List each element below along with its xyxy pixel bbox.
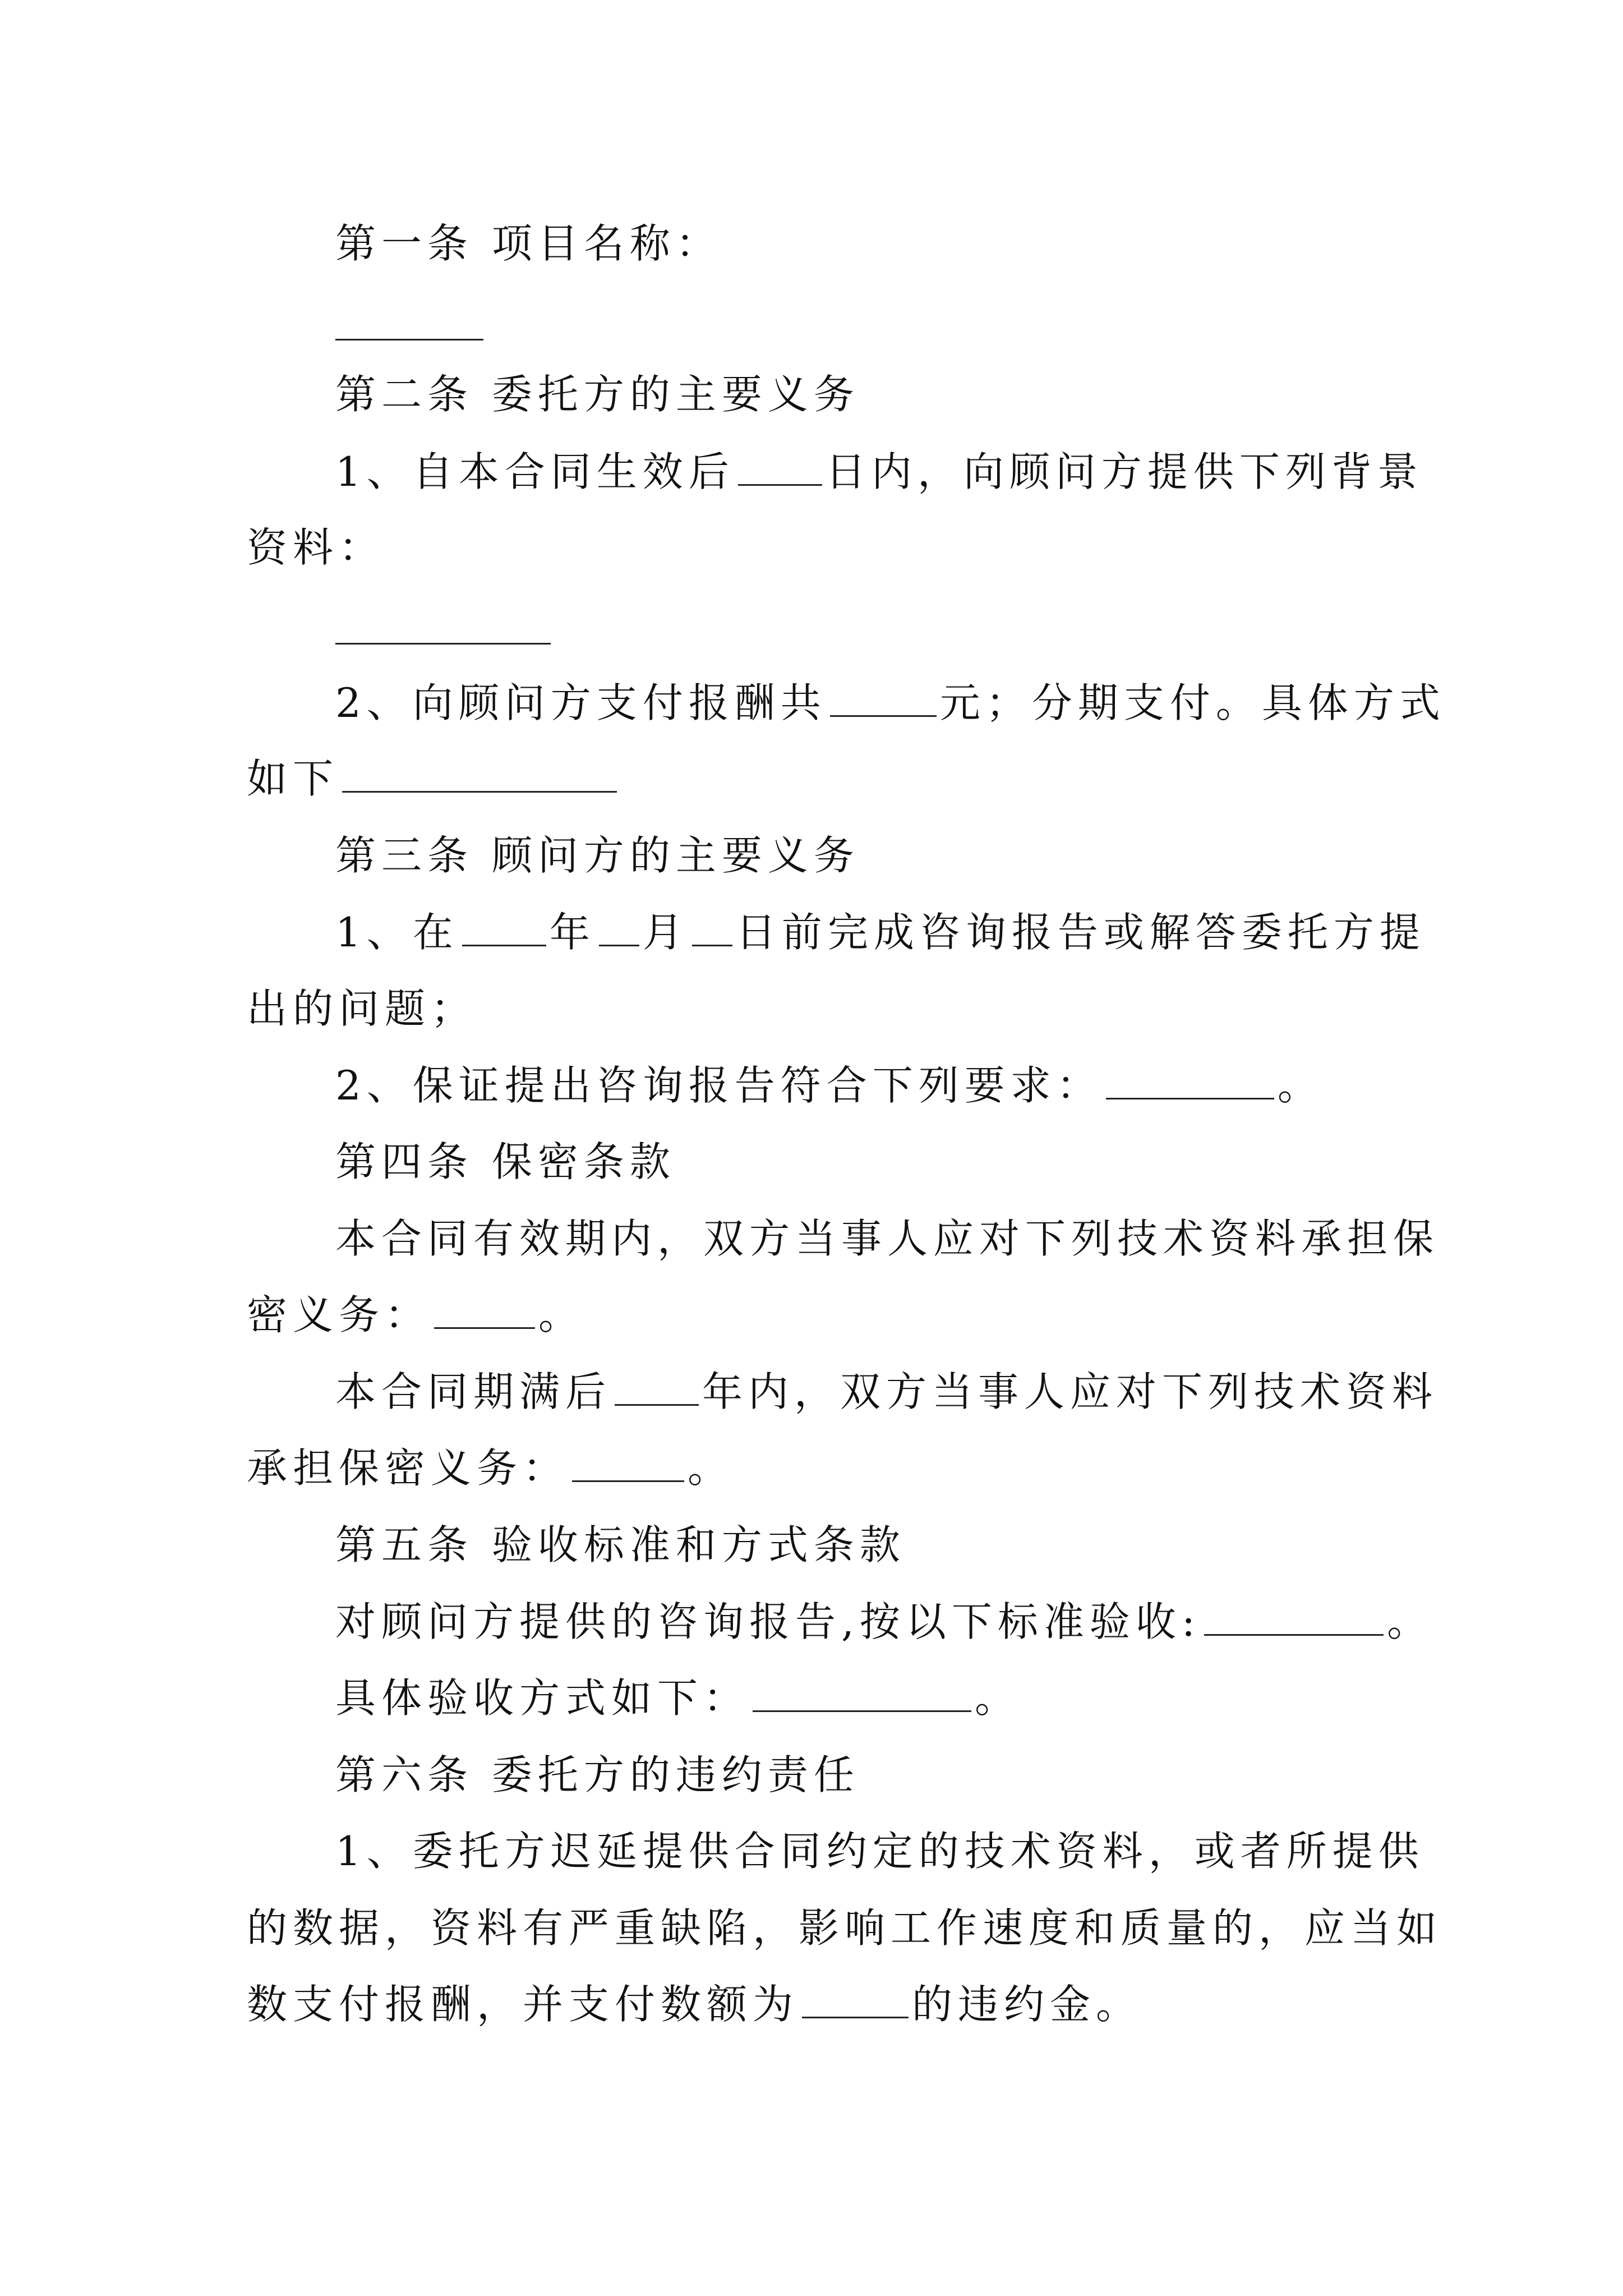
month-blank bbox=[599, 907, 639, 946]
acceptance-standard-blank bbox=[1204, 1596, 1384, 1636]
background-materials-blank bbox=[335, 643, 551, 645]
article-5-item-2: 具体验收方式如下： 。 bbox=[335, 1671, 1021, 1725]
acceptance-method-blank bbox=[753, 1672, 971, 1712]
article-6-item-1-line-2: 的数据，资料有严重缺陷，影响工作速度和质量的，应当如 bbox=[247, 1904, 1443, 1952]
article-1-heading: 第一条 项目名称： bbox=[335, 220, 722, 267]
article-3-heading: 第三条 顾问方的主要义务 bbox=[335, 832, 860, 879]
days-blank bbox=[738, 446, 822, 486]
confidential-materials-blank bbox=[434, 1289, 535, 1329]
article-3-item-2: 2、保证提出咨询报告符合下列要求： 。 bbox=[335, 1059, 1324, 1112]
post-expiry-materials-blank bbox=[572, 1442, 684, 1482]
article-2-heading: 第二条 委托方的主要义务 bbox=[335, 371, 860, 418]
year-blank bbox=[462, 907, 546, 946]
years-after-expiry-blank bbox=[615, 1366, 699, 1406]
article-6-item-1-line-3: 数支付报酬，并支付数额为 的违约金。 bbox=[247, 1977, 1142, 2031]
article-4-heading: 第四条 保密条款 bbox=[335, 1138, 676, 1185]
article-4-para-2-line-2: 承担保密义务： 。 bbox=[247, 1441, 734, 1495]
article-2-item-1-line-1: 1、自本合同生效后 日内，向顾问方提供下列背景 bbox=[335, 445, 1423, 499]
article-6-heading: 第六条 委托方的违约责任 bbox=[335, 1751, 860, 1798]
article-4-para-1-line-1: 本合同有效期内，双方当事人应对下列技术资料承担保 bbox=[335, 1215, 1440, 1262]
article-3-item-1-line-2: 出的问题； bbox=[247, 985, 477, 1032]
payment-method-blank bbox=[342, 753, 617, 793]
day-blank bbox=[692, 907, 732, 946]
article-4-para-1-line-2: 密义务： 。 bbox=[247, 1288, 584, 1342]
article-2-item-2-line-1: 2、向顾问方支付报酬共 元；分期支付。具体方式 bbox=[335, 676, 1446, 730]
article-5-heading: 第五条 验收标准和方式条款 bbox=[335, 1521, 906, 1568]
article-3-item-1-line-1: 1、在 年 月 日前完成咨询报告或解答委托方提 bbox=[335, 905, 1426, 959]
article-2-item-1-line-2: 资料： bbox=[247, 524, 385, 571]
article-5-item-1: 对顾问方提供的咨询报告,按以下标准验收: 。 bbox=[335, 1595, 1433, 1649]
penalty-amount-blank bbox=[802, 1978, 909, 2018]
report-requirements-blank bbox=[1106, 1060, 1274, 1099]
project-name-blank bbox=[335, 339, 483, 341]
article-4-para-2-line-1: 本合同期满后 年内，双方当事人应对下列技术资料 bbox=[335, 1365, 1438, 1419]
payment-amount-blank bbox=[830, 677, 937, 717]
article-6-item-1-line-1: 1、委托方迟延提供合同约定的技术资料，或者所提供 bbox=[335, 1828, 1424, 1875]
article-2-item-2-line-2: 如下 bbox=[247, 752, 620, 806]
